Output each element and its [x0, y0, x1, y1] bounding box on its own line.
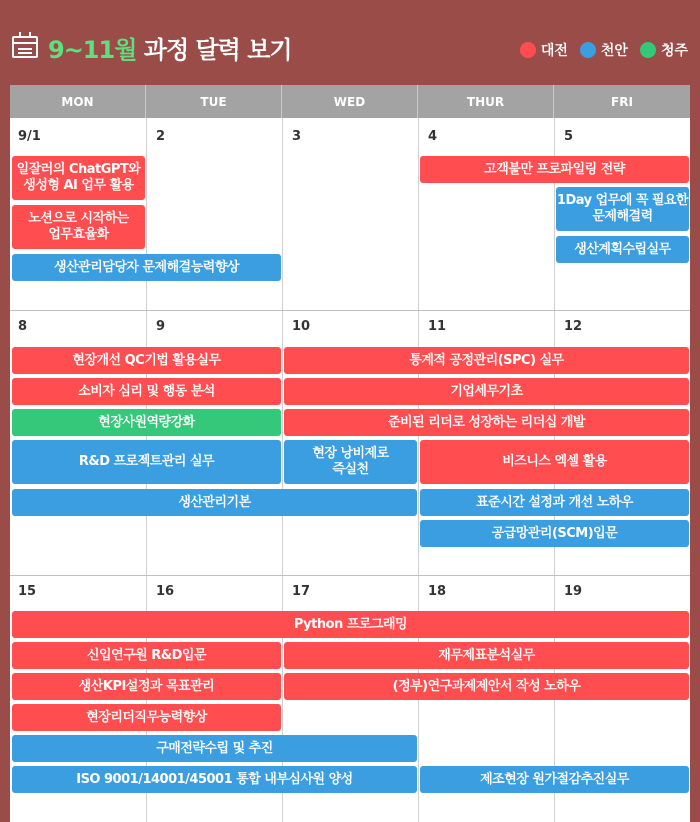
city-legend	[520, 40, 688, 60]
course-event[interactable]: 고객불만 프로파일링 전략	[420, 156, 689, 183]
course-event[interactable]: 소비자 심리 및 행동 분석	[12, 378, 281, 405]
course-event[interactable]: ISO 9001/14001/45001 통합 내부심사원 양성	[12, 766, 417, 793]
title-text: 과정 달력 보기	[143, 36, 292, 64]
course-event[interactable]: 생산계획수립실무	[556, 236, 689, 263]
title-months: 9~11월	[48, 36, 137, 64]
calendar-grid	[10, 85, 690, 822]
course-event[interactable]: 제조현장 원가절감추진실무	[420, 766, 689, 793]
course-event[interactable]: 생산관리담당자 문제해결능력향상	[12, 254, 281, 281]
course-event[interactable]: 표준시간 설정과 개선 노하우	[420, 489, 689, 516]
date-cell: 16	[156, 584, 175, 599]
course-event[interactable]: 현장 낭비제로 즉실천	[284, 440, 417, 484]
day-header-wed: WED	[282, 85, 418, 118]
course-event[interactable]: 생산관리기본	[12, 489, 417, 516]
date-cell: 12	[564, 319, 583, 334]
day-header-mon: MON	[10, 85, 146, 118]
date-cell: 17	[292, 584, 311, 599]
day-header-thur: THUR	[418, 85, 554, 118]
course-event[interactable]: 구매전략수립 및 추진	[12, 735, 417, 762]
calendar-icon	[12, 36, 38, 58]
course-event[interactable]: Python 프로그래밍	[12, 611, 689, 638]
course-event[interactable]: 공급망관리(SCM)입문	[420, 520, 689, 547]
legend-item-cheonan	[580, 40, 628, 60]
blue-dot-icon	[580, 42, 596, 58]
week-divider	[10, 575, 690, 576]
course-event[interactable]: 현장사원역량강화	[12, 409, 281, 436]
date-cell: 9/1	[18, 129, 41, 144]
course-event[interactable]: 통계적 공정관리(SPC) 실무	[284, 347, 689, 374]
date-cell: 5	[564, 129, 574, 144]
course-event[interactable]: 1Day 업무에 꼭 필요한 문제해결력	[556, 187, 689, 231]
legend-item-cheongju	[640, 40, 688, 60]
legend-item-daejeon	[520, 40, 568, 60]
day-header-tue: TUE	[146, 85, 282, 118]
date-cell: 9	[156, 319, 166, 334]
page-header	[0, 0, 700, 85]
course-event[interactable]: 생산KPI설정과 목표관리	[12, 673, 281, 700]
legend-label: 천안	[600, 43, 628, 59]
course-event[interactable]: (정부)연구과제제안서 작성 노하우	[284, 673, 689, 700]
page-title	[48, 30, 292, 65]
grid-divider	[282, 118, 283, 822]
course-event[interactable]: 기업세무기초	[284, 378, 689, 405]
course-event[interactable]: 비즈니스 엑셀 활용	[420, 440, 689, 484]
legend-label: 청주	[660, 43, 688, 59]
date-cell: 18	[428, 584, 447, 599]
date-cell: 8	[18, 319, 28, 334]
week-divider	[10, 310, 690, 311]
course-event[interactable]: 준비된 리더로 성장하는 리더십 개발	[284, 409, 689, 436]
course-event[interactable]: 일잘러의 ChatGPT와 생성형 AI 업무 활용	[12, 156, 145, 200]
date-cell: 11	[428, 319, 447, 334]
date-cell: 10	[292, 319, 311, 334]
grid-divider	[418, 118, 419, 822]
date-cell: 4	[428, 129, 438, 144]
green-dot-icon	[640, 42, 656, 58]
day-header-fri: FRI	[554, 85, 690, 118]
course-event[interactable]: 신입연구원 R&D입문	[12, 642, 281, 669]
date-cell: 15	[18, 584, 37, 599]
red-dot-icon	[520, 42, 536, 58]
date-cell: 19	[564, 584, 583, 599]
course-event[interactable]: 재무제표분석실무	[284, 642, 689, 669]
legend-label: 대전	[540, 43, 568, 59]
date-cell: 3	[292, 129, 302, 144]
course-event[interactable]: R&D 프로젝트관리 실무	[12, 440, 281, 484]
date-cell: 2	[156, 129, 166, 144]
course-event[interactable]: 현장리더직무능력향상	[12, 704, 281, 731]
course-event[interactable]: 현장개선 QC기법 활용실무	[12, 347, 281, 374]
course-event[interactable]: 노션으로 시작하는 업무효율화	[12, 205, 145, 249]
